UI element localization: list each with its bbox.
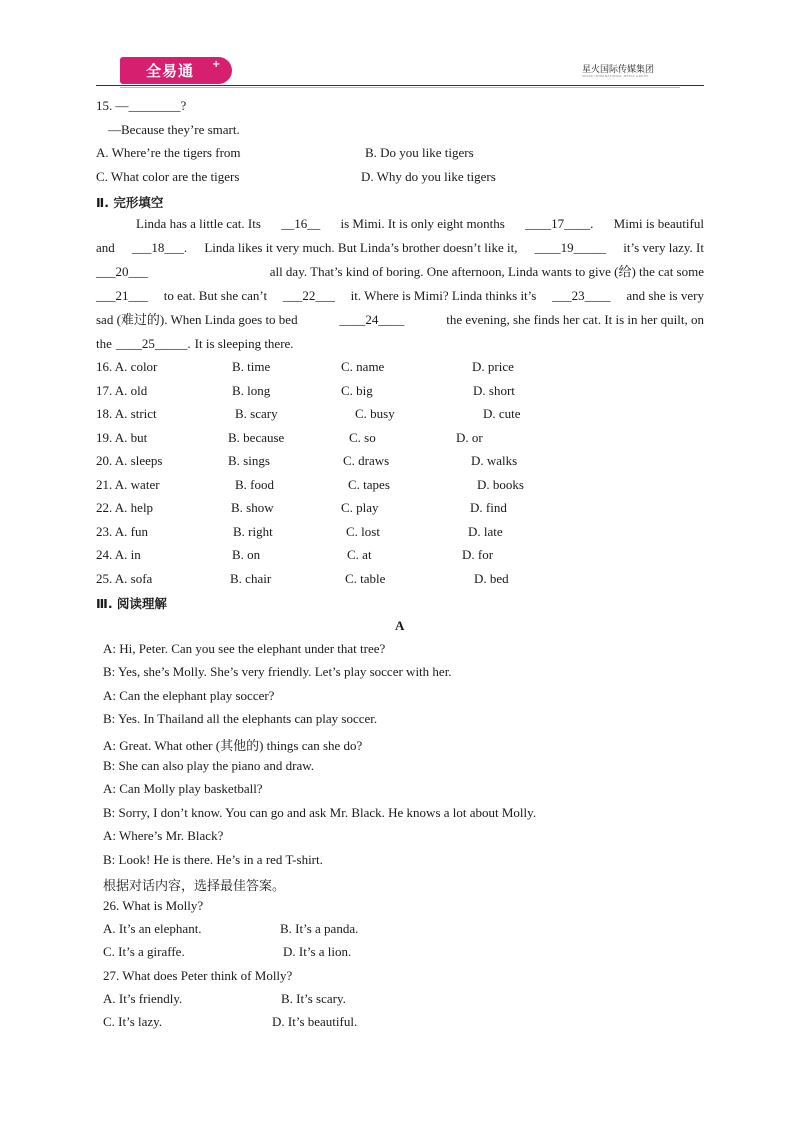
passage-line	[96, 308, 704, 332]
option-item: C. draws	[343, 453, 390, 468]
passage-text: and	[96, 240, 115, 255]
passage-line	[96, 212, 704, 236]
option-item: C. tapes	[348, 476, 390, 492]
dialogue-line: B: Yes. In Thailand all the elephants can play soccer.	[103, 711, 378, 727]
q26-stem: 26. What is Molly?	[103, 898, 204, 913]
passage-text: sad (难过的). When Linda goes to bed	[96, 312, 298, 327]
option-item-a: 19. A. but	[96, 429, 148, 445]
q27-option-d: D. It’s beautiful.	[272, 1014, 358, 1029]
q15-option-a: A. Where’re the tigers from	[96, 145, 241, 160]
dialogue-line: A: Hi, Peter. Can you see the elephant under that tree?	[103, 641, 386, 656]
passage-text: is Mimi. It is only eight months	[340, 216, 505, 231]
blank-19: ____19_____	[534, 240, 607, 255]
option-item: B. because	[228, 429, 285, 445]
blank-17: ____17____.	[525, 216, 594, 231]
option-item-a: 23. A. fun	[96, 523, 148, 539]
dialogue-line: A: Can Molly play basketball?	[103, 781, 263, 797]
blank-20: ___20___	[96, 264, 148, 279]
option-item: D. late	[468, 523, 503, 539]
blank-18: ___18___.	[131, 240, 188, 255]
dialogue-line: A: Great. What other (其他的) things can she do?	[103, 737, 363, 753]
passage-line	[96, 284, 704, 308]
option-item: D. bed	[474, 570, 509, 586]
dialogue-line: B: Yes, she’s Molly. She’s very friendly. Let’s play soccer with her.	[103, 664, 452, 680]
passage-line	[96, 332, 704, 356]
option-item: C. big	[341, 382, 373, 398]
passage-text: Linda likes it very much. But Linda’s brother doesn’t like it,	[204, 240, 518, 255]
q27-stem: 27. What does Peter think of Molly?	[103, 968, 293, 983]
passage-text: and she is very	[626, 288, 704, 303]
option-item: C. table	[345, 570, 386, 586]
q27-option-b: B. It’s scary.	[281, 991, 346, 1006]
logo-text: 全易通	[146, 62, 195, 80]
option-item: D. for	[462, 547, 494, 562]
q15-option-b: B. Do you like tigers	[365, 145, 474, 160]
blank-21: ___21___	[96, 288, 148, 303]
option-item: C. play	[341, 500, 379, 515]
option-item: B. time	[232, 359, 271, 374]
option-item: C. name	[341, 359, 385, 374]
q15-answer: —Because they’re smart.	[108, 122, 240, 137]
option-item: B. sings	[228, 453, 270, 468]
cloze-passage	[96, 212, 704, 356]
option-item: D. short	[473, 382, 515, 398]
option-item-a: 25. A. sofa	[96, 570, 153, 586]
option-item: B. show	[231, 500, 274, 515]
blank-22: ___22___	[282, 288, 335, 303]
logo-star: +	[212, 59, 222, 70]
passage-line	[96, 236, 704, 260]
option-item: B. scary	[235, 406, 278, 421]
option-item: B. right	[233, 523, 273, 539]
section2-title: Ⅱ. 完形填空	[96, 195, 164, 210]
blank-24: ____24____	[339, 312, 405, 327]
header-accent-line	[120, 87, 680, 88]
section3-title: Ⅲ. 阅读理解	[96, 596, 167, 611]
passage-text: it. Where is Mimi? Linda thinks it’s	[350, 288, 537, 303]
brand-logo	[120, 57, 232, 84]
option-item: C. busy	[355, 406, 395, 421]
q26-option-c: C. It’s a giraffe.	[103, 944, 185, 959]
dialogue-line: B: Sorry, I don’t know. You can go and ask Mr. Black. He knows a lot about Molly.	[103, 804, 537, 820]
option-item-a: 22. A. help	[96, 500, 154, 515]
option-item-a: 17. A. old	[96, 382, 148, 398]
passage-line	[96, 260, 704, 284]
option-item: D. price	[472, 359, 514, 374]
passage-text: to eat. But she can’t	[163, 288, 268, 303]
option-item: C. at	[347, 547, 372, 562]
passage-text: Linda has a little cat. Its	[136, 216, 261, 231]
passage-text: it’s very lazy. It	[623, 240, 704, 255]
dialogue-line: A: Can the elephant play soccer?	[103, 687, 275, 703]
option-item-a: 24. A. in	[96, 547, 141, 562]
dialogue-line: B: She can also play the piano and draw.	[103, 758, 315, 773]
option-item: B. chair	[230, 570, 272, 586]
q15-option-c: C. What color are the tigers	[96, 169, 240, 184]
q26-option-a: A. It’s an elephant.	[103, 921, 202, 936]
option-item: D. books	[477, 476, 524, 492]
q27-option-c: C. It’s lazy.	[103, 1014, 163, 1029]
option-item: C. lost	[346, 523, 380, 539]
passage-text: Mimi is beautiful	[613, 216, 704, 231]
option-item: B. long	[232, 382, 271, 398]
q26-option-b: B. It’s a panda.	[280, 921, 359, 936]
option-item: B. food	[235, 476, 274, 492]
header-divider	[96, 85, 704, 86]
q27-option-a: A. It’s friendly.	[103, 991, 183, 1006]
option-item-a: 18. A. strict	[96, 406, 157, 421]
option-item-a: 16. A. color	[96, 359, 158, 374]
blank-25: ____25_____.	[115, 336, 191, 351]
passage-text: the	[96, 336, 112, 351]
passage-text: It is sleeping there.	[194, 336, 294, 351]
q15-stem: 15. —________?	[96, 98, 187, 113]
option-item: D. walks	[471, 453, 518, 468]
dialogue-line: B: Look! He is there. He’s in a red T-shirt.	[103, 851, 323, 867]
brand-name: 星火国际传媒集团	[582, 65, 655, 75]
passage-text: the evening, she finds her cat. It is in her quilt, on	[446, 312, 704, 327]
q26-option-d: D. It’s a lion.	[283, 944, 352, 959]
dialogue-line: A: Where’s Mr. Black?	[103, 828, 224, 844]
passage-text: all day. That’s kind of boring. One afternoon, Linda wants to give (给) the cat some	[269, 264, 704, 279]
blank-16: __16__	[281, 216, 321, 231]
option-item-a: 21. A. water	[96, 476, 160, 492]
option-item: D. or	[456, 429, 483, 445]
brand-subtitle: SPARK INTERNATIONAL MEDIA GROUP	[582, 74, 649, 78]
instruction: 根据对话内容，选择最佳答案。	[103, 878, 286, 893]
option-item: C. so	[349, 429, 376, 445]
option-item: D. cute	[483, 406, 521, 421]
blank-23: ___23____	[552, 288, 611, 303]
q15-option-d: D. Why do you like tigers	[361, 169, 496, 184]
option-item-a: 20. A. sleeps	[96, 453, 163, 468]
option-item: D. find	[470, 500, 507, 515]
option-item: B. on	[232, 547, 261, 562]
passage-label: A	[395, 618, 405, 633]
